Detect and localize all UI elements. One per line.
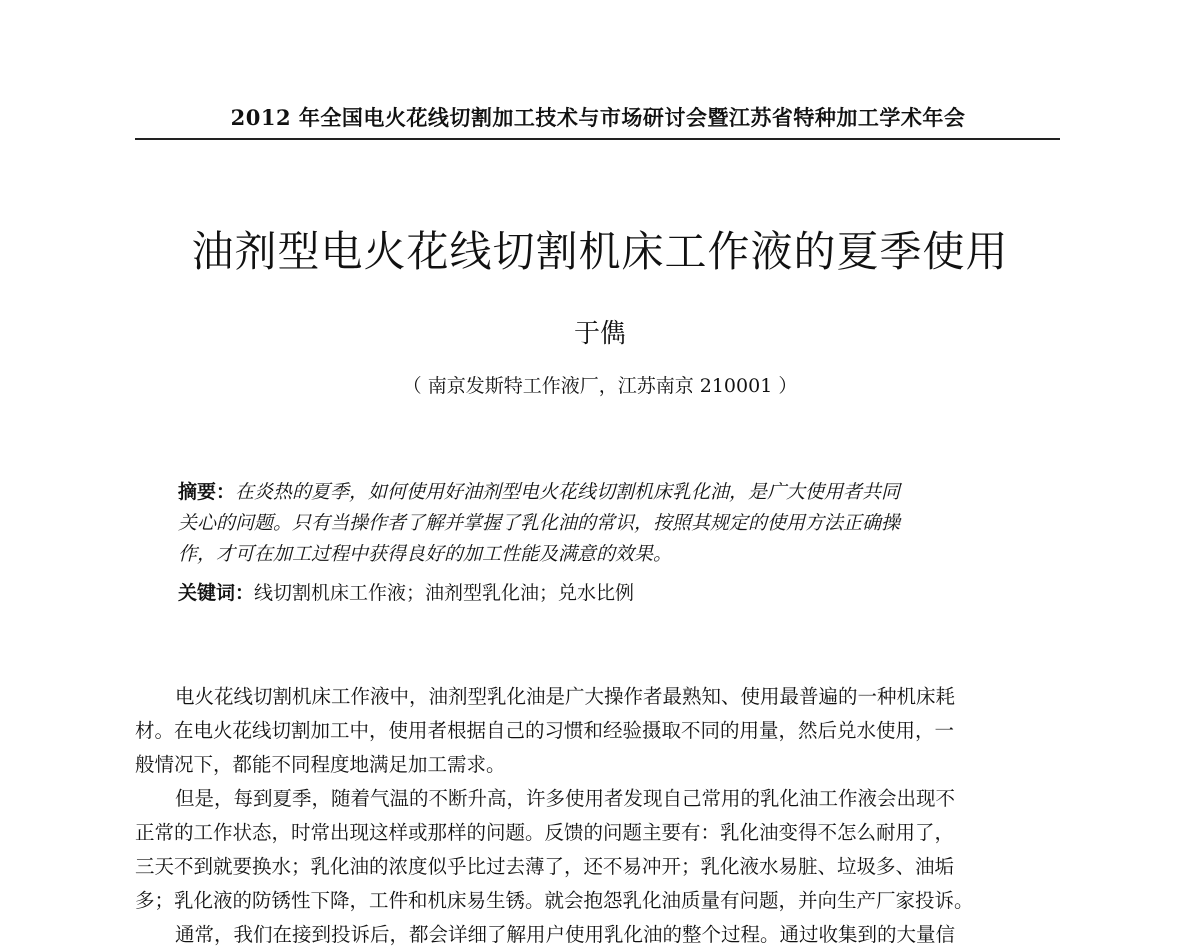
abstract <box>178 477 1038 570</box>
paragraph-line: 电火花线切割机床工作液中，油剂型乳化油是广大操作者最熟知、使用最普遍的一种机床耗 <box>175 685 956 708</box>
paragraph-line: 多；乳化液的防锈性下降，工件和机床易生锈。就会抱怨乳化油质量有问题，并向生产厂家投诉。 <box>135 889 974 912</box>
abstract-line-2: 关心的问题。只有当操作者了解并掌握了乳化油的常识，按照其规定的使用方法正确操 <box>178 512 901 534</box>
paragraph-line: 材。在电火花线切割加工中，使用者根据自己的习惯和经验摄取不同的用量，然后兑水使用，一 <box>135 719 955 742</box>
body-text <box>135 680 1055 952</box>
author-affiliation: （ 南京发斯特工作液厂，江苏南京 210001 ） <box>402 375 798 397</box>
paragraph <box>135 918 1055 952</box>
paragraph-line: 般情况下，都能不同程度地满足加工需求。 <box>135 753 506 776</box>
conference-header: 2012 年全国电火花线切割加工技术与市场研讨会暨江苏省特种加工学术年会 <box>230 105 966 130</box>
paper-title: 油剂型电火花线切割机床工作液的夏季使用 <box>191 227 1009 276</box>
author-name: 于儁 <box>573 319 626 349</box>
paragraph-line: 通常，我们在接到投诉后，都会详细了解用户使用乳化油的整个过程。通过收集到的大量信 <box>175 923 956 946</box>
paragraph-line: 三天不到就要换水；乳化油的浓度似乎比过去薄了，还不易冲开；乳化液水易脏、垃圾多、油垢 <box>135 855 955 878</box>
keywords-label: 关键词： <box>178 582 255 604</box>
paragraph-line: 但是，每到夏季，随着气温的不断升高，许多使用者发现自己常用的乳化油工作液会出现不 <box>175 787 956 810</box>
paragraph <box>135 782 1055 918</box>
abstract-line-1 <box>178 477 1038 508</box>
abstract-text: 在炎热的夏季，如何使用好油剂型电火花线切割机床乳化油，是广大使用者共同 <box>235 481 901 503</box>
abstract-line-3: 作，才可在加工过程中获得良好的加工性能及满意的效果。 <box>178 543 673 565</box>
keywords-text: 线切割机床工作液；油剂型乳化油；兑水比例 <box>254 582 635 604</box>
paragraph-line: 正常的工作状态，时常出现这样或那样的问题。反馈的问题主要有：乳化油变得不怎么耐用了， <box>135 821 955 844</box>
header-divider <box>135 138 1060 140</box>
abstract-label: 摘要： <box>178 481 236 503</box>
paragraph <box>135 680 1055 782</box>
keywords <box>178 578 1038 608</box>
